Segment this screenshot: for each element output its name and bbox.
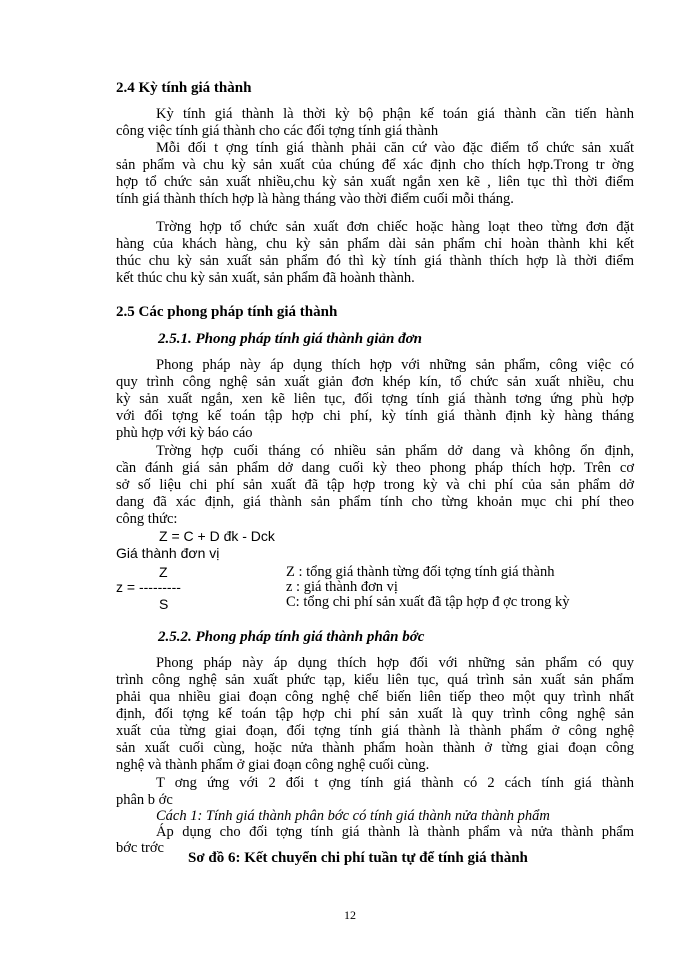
s24-p1-line1: Kỳ tính giá thành là thời kỳ bộ phận kế toán giá thành cần tiến hành: [156, 106, 634, 122]
s251-p1-line4: với đối tợng kế toán tập hợp chi phí, kỳ tính giá thành định kỳ hàng tháng: [116, 408, 634, 424]
s252-p1-line2: trình công nghệ sản xuất phức tạp, kiểu liên tục, quá trình sản xuất sản phẩm: [116, 672, 634, 688]
s252-p1-line5: xuất của từng giai đoạn, đối tợng tính giá thành là thành phẩm ở công nghệ: [116, 723, 634, 739]
s24-p3-line3: thúc chu kỳ sản xuất sản phẩm đó thì kỳ tính giá thành thích hợp là thời điểm: [116, 253, 634, 269]
section-2-5-1-heading: 2.5.1. Phong pháp tính giá thành giản đơn: [158, 331, 422, 347]
s24-p2-line4: tính giá thành thích hợp là hàng tháng vào thời điểm cuối mỗi tháng.: [116, 191, 514, 207]
s24-p2-line1: Mỗi đối t ợng tính giá thành phải căn cứ vào đặc điểm tổ chức sản xuất: [156, 140, 634, 156]
s251-p2-line2: cần đánh giá sản phẩm dở dang cuối kỳ theo phong pháp thích hợp. Trên cơ: [116, 460, 634, 476]
formula-fraction-line: z = ---------: [116, 579, 181, 595]
s24-p3-line1: Trờng hợp tổ chức sản xuất đơn chiếc hoặc hàng loạt theo từng đơn đặt: [156, 219, 634, 235]
s252-p1-line1: Phong pháp này áp dụng thích hợp đối với những sản phẩm có quy: [156, 655, 634, 671]
formula-denominator: S: [159, 596, 169, 612]
s24-p2-line2: sản phẩm và chu kỳ sản xuất của chúng để xác định cho thích hợp.Trong tr ờng: [116, 157, 634, 173]
legend-C: C: tổng chi phí sản xuất đã tập hợp đ ợc trong kỳ: [286, 594, 570, 610]
s252-p2-line2: phân b ớc: [116, 792, 173, 808]
s251-p2-line5: công thức:: [116, 511, 178, 527]
ap-dung-line1: Áp dụng cho đối tợng tính giá thành là thành phẩm và nửa thành phẩm: [156, 824, 634, 840]
formula-unit-label: Giá thành đơn vị: [116, 545, 220, 561]
legend-Z: Z : tổng giá thành từng đối tợng tính giá thành: [286, 564, 555, 580]
s251-p1-line1: Phong pháp này áp dụng thích hợp với những sản phẩm, công việc có: [156, 357, 634, 373]
so-do-6-title: Sơ đồ 6: Kết chuyển chi phí tuần tự để tính giá thành: [188, 850, 528, 866]
s251-p2-line3: sở số liệu chi phí sản xuất đã tập hợp trong kỳ và chi phí của sản phẩm dở: [116, 477, 634, 493]
section-2-4-heading: 2.4 Kỳ tính giá thành: [116, 80, 252, 96]
formula-main: Z = C + D đk - Dck: [159, 528, 275, 544]
s252-p1-line7: nghệ và thành phẩm ở giai đoạn công nghệ cuối cùng.: [116, 757, 430, 773]
s252-p1-line4: định, đối tợng kế toán tập hợp chi phí sản xuất là quy trình công nghệ sản: [116, 706, 634, 722]
section-2-5-2-heading: 2.5.2. Phong pháp tính giá thành phân bớc: [158, 629, 425, 645]
page-number: 12: [344, 908, 356, 922]
s251-p2-line1: Trờng hợp cuối tháng có nhiều sản phẩm dở dang và không ổn định,: [156, 443, 634, 459]
s251-p1-line3: kỳ sản xuất ngắn, xen kẽ liên tục, đối tợng tính giá thành tơng ứng phù hợp: [116, 391, 634, 407]
s252-p1-line6: sản xuất cuối cùng, hoặc nửa thành phẩm hoàn thành ở từng giai đoạn công: [116, 740, 634, 756]
s251-p1-line2: quy trình công nghệ sản xuất giản đơn khép kín, tổ chức sản xuất nhiều, chu: [116, 374, 634, 390]
s252-p1-line3: phải qua nhiều giai đoạn công nghệ chế biến liên tiếp theo một quy trình nhất: [116, 689, 634, 705]
s24-p3-line2: hàng của khách hàng, chu kỳ sản phẩm dài sản phẩm chỉ hoàn thành khi kết: [116, 236, 634, 252]
s24-p1-line2: công việc tính giá thành cho các đối tợng tính giá thành: [116, 123, 439, 139]
section-2-5-heading: 2.5 Các phong pháp tính giá thành: [116, 304, 338, 320]
s24-p2-line3: hợp tổ chức sản xuất nhiều,chu kỳ sản xuất ngắn xen kẽ , liên tục thì thời điểm: [116, 174, 634, 190]
legend-z: z : giá thành đơn vị: [286, 579, 398, 595]
s251-p2-line4: dang đã xác định, giá thành sản phẩm tính cho từng khoản mục chi phí theo: [116, 494, 634, 510]
s251-p1-line5: phù hợp với kỳ báo cáo: [116, 425, 253, 441]
formula-numerator: Z: [159, 564, 168, 580]
s252-p2-line1: T ơng ứng với 2 đối t ợng tính giá thành có 2 cách tính giá thành: [156, 775, 634, 791]
ap-dung-line2: bớc trớc: [116, 840, 164, 856]
cach-1-label: Cách 1: Tính giá thành phân bớc có tính giá thành nửa thành phẩm: [156, 808, 550, 824]
s24-p3-line4: kết thúc chu kỳ sản xuất, sản phẩm đã hoành thành.: [116, 270, 415, 286]
